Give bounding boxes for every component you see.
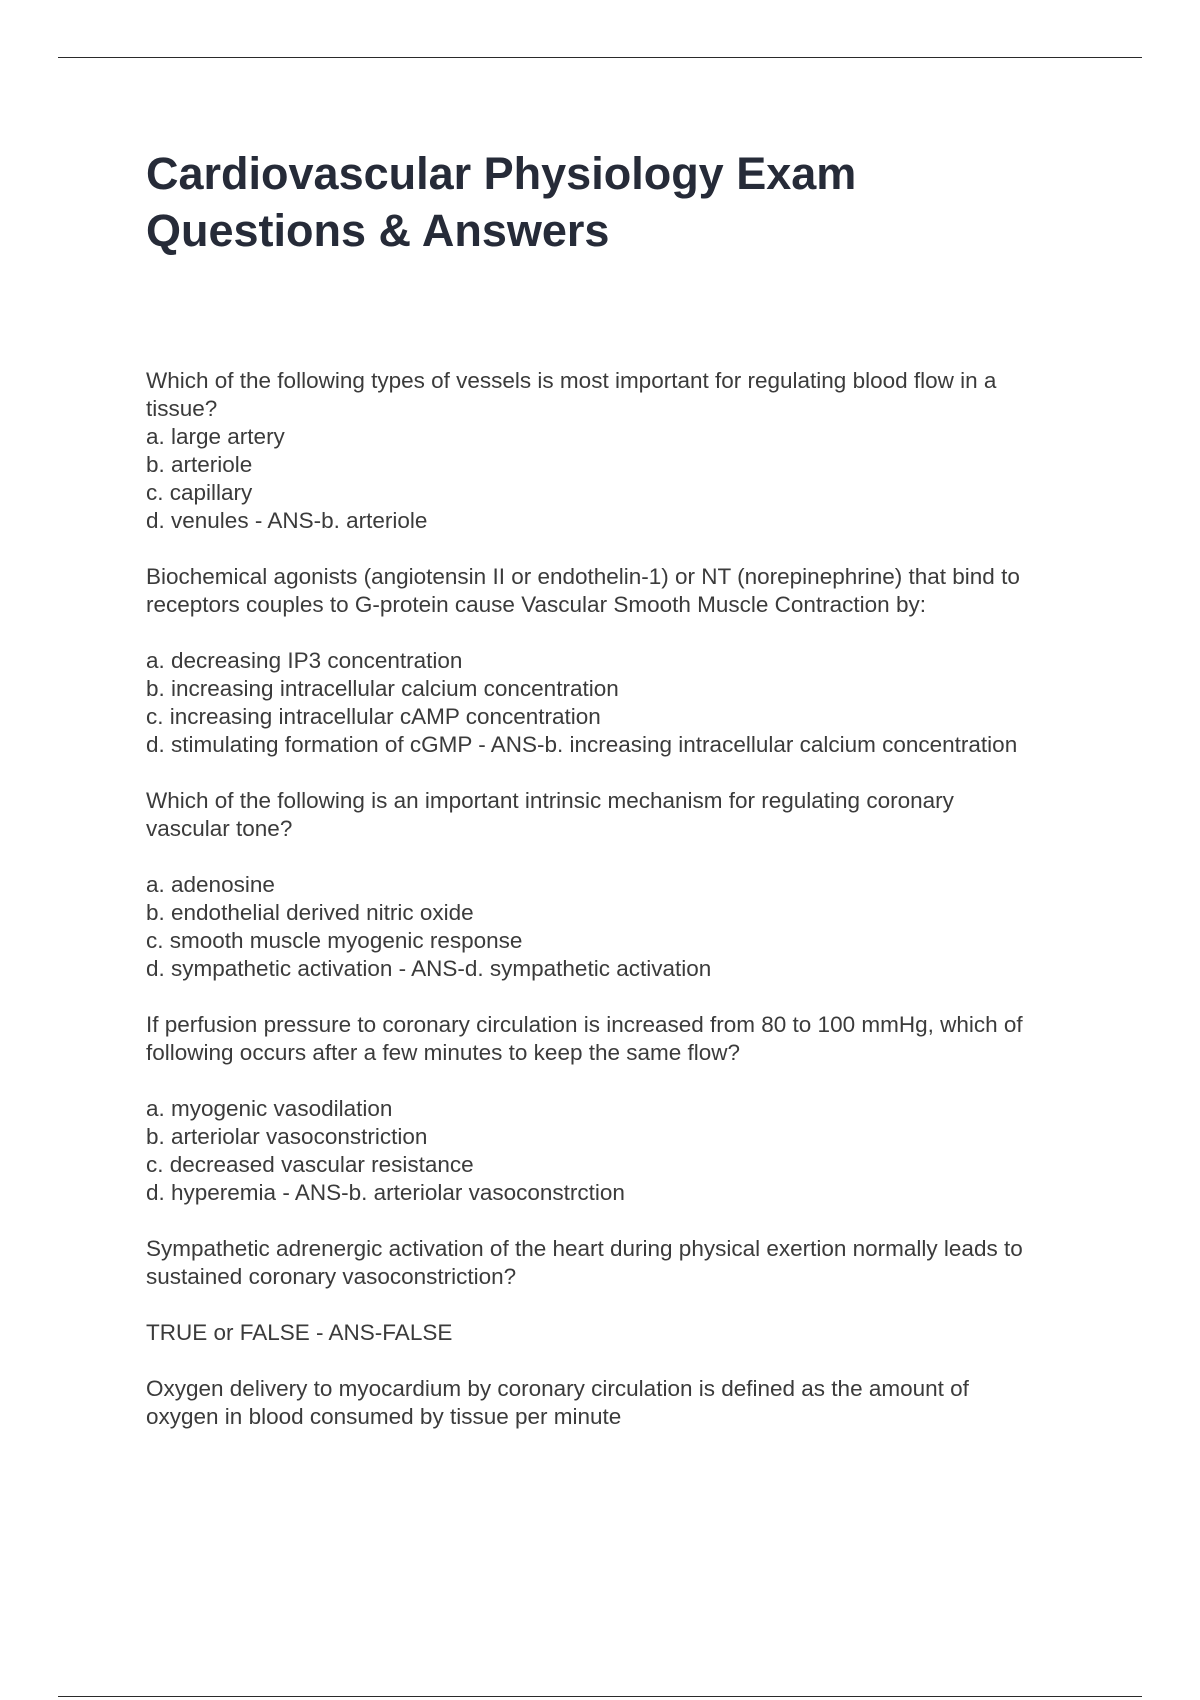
question-block-2 xyxy=(146,563,1091,759)
answer-option: a. decreasing IP3 concentration xyxy=(146,648,463,673)
answer-option: c. increasing intracellular cAMP concentration xyxy=(146,704,601,729)
answer-option: a. myogenic vasodilation xyxy=(146,1096,393,1121)
title-line-2: Questions & Answers xyxy=(146,205,610,256)
answer-option: b. endothelial derived nitric oxide xyxy=(146,900,474,925)
question-text: Oxygen delivery to myocardium by coronary circulation is defined as the amount of xyxy=(146,1376,969,1401)
bottom-rule xyxy=(58,1696,1142,1697)
page-title xyxy=(146,145,1106,259)
question-block-6 xyxy=(146,1375,1091,1431)
question-text: following occurs after a few minutes to keep the same flow? xyxy=(146,1040,741,1065)
answer-option-with-key: d. stimulating formation of cGMP - ANS-b. increasing intracellular calcium concentration xyxy=(146,732,1018,757)
answer-option-with-key: d. venules - ANS-b. arteriole xyxy=(146,508,428,533)
answer-option: a. adenosine xyxy=(146,872,275,897)
answer-option: a. large artery xyxy=(146,424,285,449)
question-block-5 xyxy=(146,1235,1091,1347)
answer-option: c. smooth muscle myogenic response xyxy=(146,928,523,953)
question-text: Which of the following is an important intrinsic mechanism for regulating coronary xyxy=(146,788,954,813)
answer-option-with-key: d. sympathetic activation - ANS-d. sympathetic activation xyxy=(146,956,712,981)
answer-option: c. decreased vascular resistance xyxy=(146,1152,474,1177)
answer-option-with-key: d. hyperemia - ANS-b. arteriolar vasoconstrction xyxy=(146,1180,625,1205)
question-block-3 xyxy=(146,787,1091,983)
question-block-4 xyxy=(146,1011,1091,1207)
question-text: Biochemical agonists (angiotensin II or endothelin-1) or NT (norepinephrine) that bind to xyxy=(146,564,1020,589)
question-text: receptors couples to G-protein cause Vascular Smooth Muscle Contraction by: xyxy=(146,592,926,617)
question-text: If perfusion pressure to coronary circulation is increased from 80 to 100 mmHg, which of xyxy=(146,1012,1023,1037)
question-text: oxygen in blood consumed by tissue per minute xyxy=(146,1404,622,1429)
blank-line xyxy=(146,1067,1091,1095)
answer-option: c. capillary xyxy=(146,480,253,505)
title-line-1: Cardiovascular Physiology Exam xyxy=(146,148,857,199)
question-list xyxy=(146,367,1091,1459)
question-text: Which of the following types of vessels is most important for regulating blood flow in a xyxy=(146,368,997,393)
blank-line xyxy=(146,619,1091,647)
answer-option: b. increasing intracellular calcium concentration xyxy=(146,676,619,701)
answer-option: b. arteriolar vasoconstriction xyxy=(146,1124,428,1149)
question-text: tissue? xyxy=(146,396,218,421)
question-block-1 xyxy=(146,367,1091,535)
top-rule xyxy=(58,57,1142,58)
blank-line xyxy=(146,1291,1091,1319)
question-text: vascular tone? xyxy=(146,816,293,841)
blank-line xyxy=(146,843,1091,871)
question-text: Sympathetic adrenergic activation of the heart during physical exertion normally leads to xyxy=(146,1236,1023,1261)
question-text: sustained coronary vasoconstriction? xyxy=(146,1264,517,1289)
answer-option: b. arteriole xyxy=(146,452,253,477)
answer-key: TRUE or FALSE - ANS-FALSE xyxy=(146,1320,453,1345)
